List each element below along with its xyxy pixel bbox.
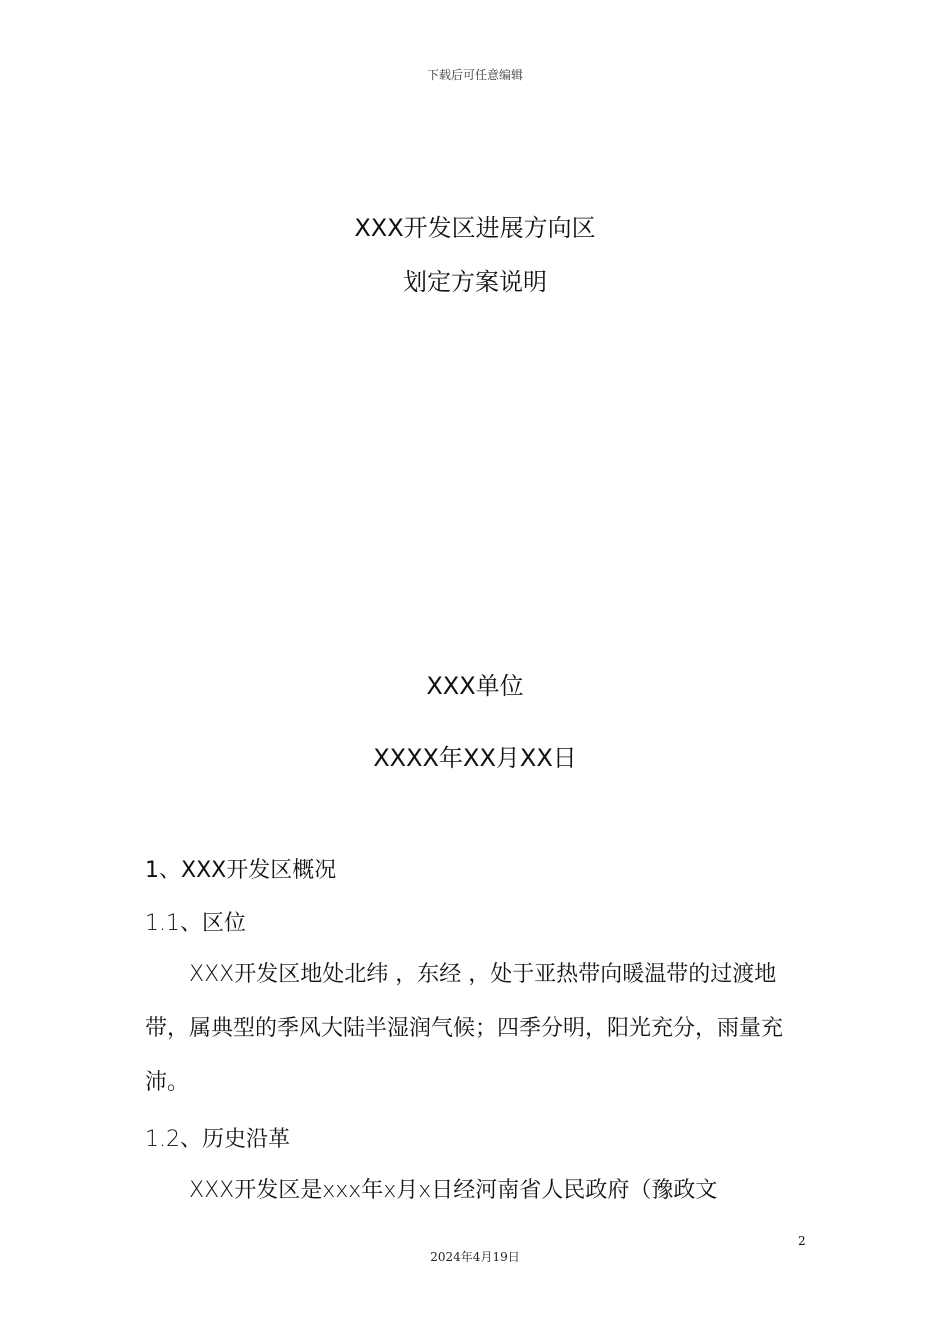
paragraph-history: XXX开发区是xxx年x月x日经河南省人民政府（豫政文 <box>189 1178 718 1203</box>
subsection-heading-history: 1.2、历史沿革 <box>145 1127 290 1152</box>
organization-name: XXX单位 <box>426 672 524 700</box>
section-heading: 1、XXX开发区概况 <box>145 858 337 883</box>
page-footer-date: 2024年4月19日 <box>430 1250 520 1264</box>
document-date: XXXX年XX月XX日 <box>373 744 577 772</box>
subsection-heading-location: 1.1、区位 <box>145 911 246 936</box>
document-title: XXX开发区进展方向区 <box>354 214 596 242</box>
document-subtitle: 划定方案说明 <box>403 268 547 296</box>
page-number: 2 <box>798 1234 806 1248</box>
page-header: 下载后可任意编辑 <box>426 68 523 82</box>
paragraph-location: XXX开发区地处北纬 ，东经 ，处于亚热带向暖温带的过渡地带，属典型的季风大陆半湿润气候；四季分明，阳光充分，雨量充沛。 <box>145 962 784 1095</box>
